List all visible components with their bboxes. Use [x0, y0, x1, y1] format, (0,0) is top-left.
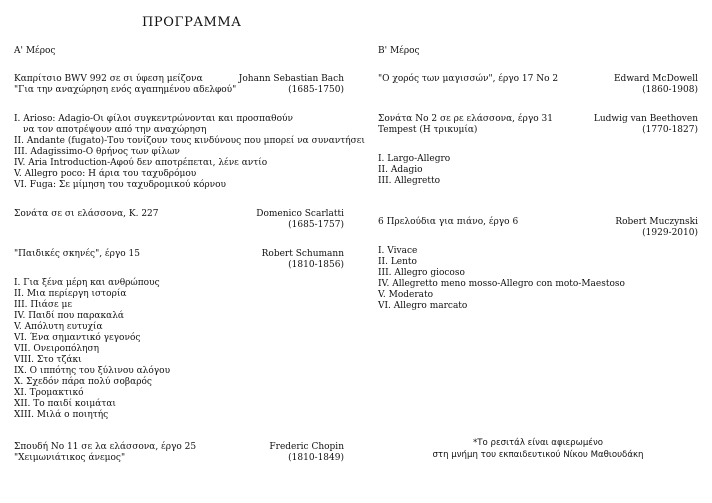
bach-entry [14, 74, 344, 96]
beethoven-movement: II. Adagio [378, 165, 423, 175]
bach-composer: Johann Sebastian Bach [238, 74, 344, 84]
part-a-heading: Α' Μέρος [14, 46, 56, 56]
schumann-movement: IX. Ο ιππότης του ξύλινου αλόγου [14, 366, 171, 376]
beethoven-movement: I. Largo-Allegro [378, 154, 451, 164]
schumann-movement: X. Σχεδόν πάρα πολύ σοβαρός [14, 377, 152, 387]
beethoven-work-subtitle: Tempest (Η τρικυμία) [378, 125, 478, 135]
chopin-dates: (1810-1849) [288, 453, 344, 463]
schumann-dates: (1810-1856) [288, 260, 344, 270]
muczynski-movements [378, 246, 698, 312]
bach-movements [14, 114, 365, 191]
program-title: ΠΡΟΓΡΑΜΜΑ [142, 15, 242, 30]
muczynski-movement: III. Allegro giocoso [378, 268, 465, 278]
bach-dates: (1685-1750) [288, 85, 344, 95]
muczynski-entry [378, 217, 698, 239]
muczynski-movement: VI. Allegro marcato [378, 301, 468, 311]
dedication-line-1: *Το ρεσιτάλ είναι αφιερωμένο [472, 438, 603, 448]
schumann-work: "Παιδικές σκηνές", έργο 15 [14, 249, 140, 259]
scarlatti-work: Σονάτα σε σι ελάσσονα, Κ. 227 [14, 209, 159, 219]
schumann-movement: I. Για ξένα μέρη και ανθρώπους [14, 278, 160, 288]
schumann-movement: III. Πιάσε με [14, 300, 73, 310]
schumann-movement: VII. Ονειροπόληση [14, 344, 100, 354]
schumann-composer: Robert Schumann [261, 249, 344, 259]
part-a-column [14, 46, 365, 481]
muczynski-composer: Robert Muczynski [615, 217, 698, 227]
bach-movement: να τον αποτρέψουν από την αναχώρηση [23, 125, 207, 135]
bach-movement: II. Andante (fugato)-Του τονίζουν τους κινδύνους που μπορεί να συναντήσει [14, 136, 365, 146]
muczynski-movement: V. Moderato [378, 290, 434, 300]
mcdowell-work: "Ο χορός των μαγισσών", έργο 17 Νο 2 [378, 74, 559, 84]
chopin-entry [14, 442, 344, 464]
bach-work-subtitle: "Για την αναχώρηση ενός αγαπημένου αδελφού" [14, 85, 237, 95]
bach-movement: VI. Fuga: Σε μίμηση του ταχυδρομικού κόρνου [14, 180, 227, 190]
beethoven-composer: Ludwig van Beethoven [593, 114, 698, 124]
bach-movement: I. Arioso: Adagio-Οι φίλοι συγκεντρώνονται και προσπαθούν [14, 114, 293, 124]
part-b-column [378, 46, 698, 329]
mcdowell-dates: (1860-1908) [642, 85, 698, 95]
scarlatti-composer: Domenico Scarlatti [256, 209, 344, 219]
chopin-work-title: Σπουδή Νο 11 σε λα ελάσσονα, έργο 25 [14, 442, 197, 452]
chopin-composer: Frederic Chopin [269, 442, 344, 452]
beethoven-entry [378, 114, 698, 136]
schumann-movement: XIII. Μιλά ο ποιητής [14, 410, 109, 420]
bach-work-title: Καπρίτσιο BWV 992 σε σι ύφεση μείζονα [14, 74, 203, 84]
beethoven-movement: III. Allegretto [378, 176, 441, 186]
schumann-movement: VIII. Στο τζάκι [14, 355, 82, 365]
muczynski-dates: (1929-2010) [642, 228, 698, 238]
muczynski-movement: II. Lento [378, 257, 417, 267]
beethoven-work-title: Σονάτα Νο 2 σε ρε ελάσσονα, έργο 31 [378, 114, 553, 124]
beethoven-dates: (1770-1827) [642, 125, 698, 135]
schumann-movement: VI. Ένα σημαντικό γεγονός [14, 333, 141, 343]
schumann-movement: II. Μια περίεργη ιστορία [14, 289, 127, 299]
dedication-note [378, 437, 698, 461]
dedication-line-2: στη μνήμη του εκπαιδευτικού Νίκου Μαθιουδάκη [432, 450, 644, 460]
schumann-movement: XII. Το παιδί κοιμάται [14, 399, 116, 409]
bach-movement: V. Allegro poco: Η άρια του ταχυδρόμου [14, 169, 197, 179]
part-b-heading: Β' Μέρος [378, 46, 420, 56]
muczynski-movement: I. Vivace [378, 246, 418, 256]
beethoven-movements [378, 154, 698, 187]
scarlatti-entry [14, 209, 344, 231]
chopin-work-subtitle: "Χειμωνιάτικος άνεμος" [14, 453, 126, 463]
mcdowell-entry [378, 74, 698, 96]
schumann-movement: XI. Τρομακτικό [14, 388, 84, 398]
schumann-entry [14, 249, 344, 271]
schumann-movement: V. Απόλυτη ευτυχία [14, 322, 103, 332]
bach-movement: IV. Aria Introduction-Αφού δεν αποτρέπεται, λένε αντίο [14, 158, 268, 168]
muczynski-movement: IV. Allegretto meno mosso-Allegro con moto-Maestoso [378, 279, 625, 289]
schumann-movements [14, 278, 344, 421]
muczynski-work: 6 Πρελούδια για πιάνο, έργο 6 [378, 217, 519, 227]
schumann-movement: IV. Παιδί που παρακαλά [14, 311, 124, 321]
mcdowell-composer: Edward McDowell [613, 74, 698, 84]
bach-movement: III. Adagissimo-Ο θρήνος των φίλων [14, 147, 180, 157]
scarlatti-dates: (1685-1757) [288, 220, 344, 230]
